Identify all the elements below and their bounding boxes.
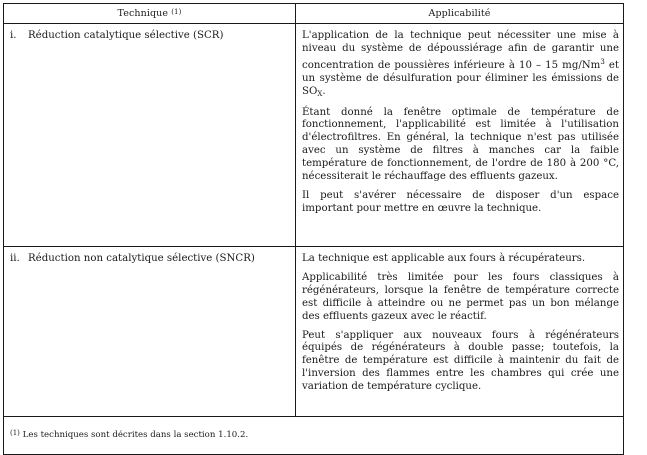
applicability-cell xyxy=(296,247,624,417)
footnote-marker: (1) xyxy=(10,429,20,437)
paragraph-text: . xyxy=(322,85,326,97)
footnote-text: Les techniques sont décrites dans la section 1.10.2. xyxy=(19,430,249,440)
applicability-column-header: Applicabilité xyxy=(296,4,624,24)
footnote-cell xyxy=(4,417,624,455)
technique-cell xyxy=(4,24,296,247)
row-number: ii. xyxy=(10,253,20,264)
applicability-paragraph: Il peut s'avérer nécessaire de disposer d'un espace important pour mettre en œuvre la technique. xyxy=(302,189,619,214)
table-header-row xyxy=(4,4,624,24)
row-number: i. xyxy=(10,30,17,41)
applicability-cell xyxy=(296,24,624,247)
document-page xyxy=(3,3,623,455)
applicability-paragraph: Étant donné la fenêtre optimale de température de fonctionnement, l'applicabilité est limitée à l'utilisation d'électrofiltres. En général, la technique n'est pas utilisée avec un système de filtres à manches car la faible température de fonctionnement, de l'ordre de 180 à 200 °C, nécessiterait le réchauffage des effluents gazeux. xyxy=(302,106,619,183)
applicability-paragraph xyxy=(302,30,619,101)
applicability-paragraph: Applicabilité très limitée pour les fours classiques à régénérateurs, lorsque la fenêtre de température correcte est difficile à atteindre ou ne permet pas un bon mélange des effluents gazeux avec le réactif. xyxy=(302,271,619,322)
technique-name: Réduction non catalytique sélective (SNCR) xyxy=(28,253,255,264)
technique-cell xyxy=(4,247,296,417)
table-row xyxy=(4,247,624,417)
paragraph-text: et un système de désulfuration pour éliminer les émissions de SO xyxy=(302,59,619,97)
footnote-reference: (1) xyxy=(171,8,182,16)
footnote-row xyxy=(4,417,624,455)
technique-column-header xyxy=(4,4,296,24)
superscript: 3 xyxy=(600,57,605,66)
applicability-paragraph: La technique est applicable aux fours à récupérateurs. xyxy=(302,253,586,264)
technique-header-label: Technique xyxy=(117,8,169,19)
technique-name: Réduction catalytique sélective (SCR) xyxy=(28,30,224,41)
table-row xyxy=(4,24,624,247)
paragraph-text: L'application de la technique peut nécessiter une mise à niveau du système de dépoussiérage afin de garantir une concentration de poussières inférieure à 10 – 15 mg/Nm xyxy=(302,30,619,71)
techniques-table xyxy=(3,3,624,455)
subscript: X xyxy=(317,89,323,98)
applicability-paragraph: Peut s'appliquer aux nouveaux fours à régénérateurs équipés de régénérateurs à double passe; toutefois, la fenêtre de température est difficile à maintenir du fait de l'inversion des flammes entre les chambres qui crée une variation de température cyclique. xyxy=(302,329,619,393)
